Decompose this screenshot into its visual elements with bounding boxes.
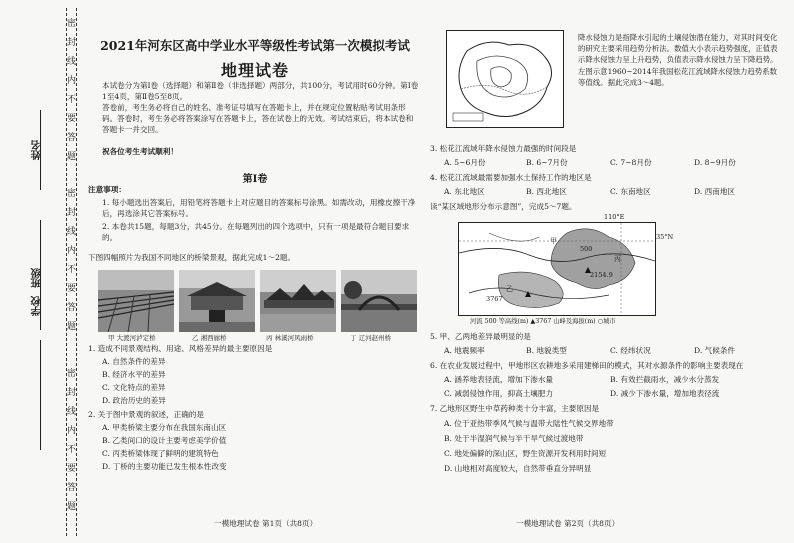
q2-option-a: A. 甲类桥梁主要分布在我国东南山区 [102, 423, 227, 432]
question-4: 4. 松花江流域最需要加强水土保持工作的地区是 [430, 173, 592, 182]
wind-rain-bridge-image [260, 270, 336, 332]
caption-yi: 乙 湘西廊桥 [192, 334, 227, 342]
seal-line-inner [76, 8, 77, 536]
q3-option-d: D. 8~9月份 [694, 158, 736, 167]
seal-char: 内 [67, 426, 77, 436]
wish-text: 祝各位考生考试顺利！ [102, 147, 178, 156]
q5-option-a: A. 地震频率 [444, 346, 485, 355]
page-1-footer: 一模地理试卷 第1页（共8页） [214, 519, 318, 528]
photo-jia [98, 270, 174, 332]
seal-char: 内 [67, 246, 77, 256]
q5-option-c: C. 经纬状况 [610, 346, 651, 355]
q3-option-c: C. 7~8月份 [610, 158, 652, 167]
q6-option-b: B. 有效拦截雨水，减少水分蒸发 [610, 375, 720, 384]
arch-bridge-image [341, 270, 417, 332]
map-longitude: 110°E [604, 213, 625, 221]
q1-option-c: C. 文化特点的差异 [102, 383, 166, 392]
notice-title: 注意事项： [88, 185, 126, 194]
intro-2: 答卷前，考生务必将自己的姓名、准考证号填写在答题卡上，并在规定位置粘贴考试用条形码。答卷时，考生务必将答案涂写在答题卡上，答在试卷上的无效。考试结束后，将本试卷和答题卡一并交回。 [102, 103, 414, 134]
seal-char: 内 [67, 76, 77, 86]
q3-option-b: B. 6~7月份 [526, 158, 568, 167]
intro-1: 本试卷分为第Ⅰ卷（选择题）和第Ⅱ卷（非选择题）两部分，共100分，考试用时60分钟。第Ⅰ卷1至4页，第Ⅱ卷5至8页。 [102, 81, 419, 101]
question-6: 6. 在农业发展过程中，甲地形区农耕地多采用建梯田的模式，其对水源条件的影响主要表现在 [430, 361, 744, 370]
caption-jia: 甲 大渡河泸定桥 [108, 334, 156, 342]
seal-char: 密 [67, 189, 77, 199]
map-label-jia: 甲 [550, 237, 557, 245]
q2-option-c: C. 丙类桥梁体现了鲜明的建筑特色 [102, 449, 219, 458]
school-label: 学校 [32, 296, 43, 316]
question-1: 1. 造成不同景观结构、用途、风格差异的最主要原因是 [88, 344, 273, 353]
seal-char: 要 [67, 284, 77, 294]
seal-char: 不 [67, 95, 77, 105]
seal-char: 要 [67, 464, 77, 474]
seal-char: 题 [67, 502, 77, 512]
q1-option-d: D. 政治历史的差异 [102, 396, 166, 405]
q1-option-a: A. 自然条件的差异 [102, 357, 166, 366]
notice-2: 2. 本卷共15题，每题3分，共45分。在每题列出的四个选项中，只有一项是最符合题目要求的。 [102, 222, 410, 242]
q6-option-a: A. 涵养地表径流，增加下渗水量 [444, 375, 554, 384]
map-legend: 河流 500 等高线(m) ▲3767 山峰及海拔(m) ○城市 [470, 318, 616, 325]
seal-char: 题 [67, 152, 77, 162]
seal-char: 密 [67, 369, 77, 379]
exam-subtitle: 地理试卷 [220, 61, 289, 80]
q7-option-b: B. 处于半湿润气候与半干旱气候过渡地带 [444, 434, 584, 443]
question-7: 7. 乙地形区野生中草药种类十分丰富，主要原因是 [430, 404, 600, 413]
q5-option-b: B. 地貌类型 [526, 346, 567, 355]
chain-bridge-image [98, 270, 174, 332]
covered-bridge-image [179, 270, 255, 332]
seal-char: 答 [67, 483, 77, 493]
exam-title: 2021年河东区高中学业水平等级性考试第一次模拟考试 [100, 38, 410, 53]
q3-option-a: A. 5~6月份 [444, 158, 486, 167]
q4-option-b: B. 西北地区 [526, 187, 567, 196]
seal-char: 线 [67, 57, 77, 67]
question-5: 5. 甲、乙两地差异最明显的是 [430, 332, 531, 341]
page-2 [430, 0, 786, 543]
photo-yi [179, 270, 255, 332]
school-line [40, 340, 41, 450]
question-2: 2. 关于图中景观的叙述，正确的是 [88, 410, 204, 419]
caption-bing: 丙 林溪河风雨桥 [266, 334, 314, 342]
seal-char: 线 [67, 227, 77, 237]
q7-option-d: D. 山地相对高度较大，自然带垂直分异明显 [444, 464, 592, 473]
erosion-map [446, 30, 564, 128]
songhua-contour-map [447, 31, 563, 127]
seal-char: 不 [67, 265, 77, 275]
caption-ding: 丁 辽河赵州桥 [350, 334, 392, 342]
bridge-photos [98, 270, 418, 332]
seal-char: 封 [67, 208, 77, 218]
notice-1: 1. 每小题选出答案后，用铅笔将答题卡上对应题目的答案标号涂黑。如需改动，用橡皮擦干净后，再选涂其它答案标号。 [102, 198, 416, 218]
q5-option-d: D. 气候条件 [694, 346, 736, 355]
q1-option-b: B. 经济水平的差异 [102, 370, 166, 379]
page-1 [88, 0, 422, 543]
map-contour-500: 500 [580, 245, 593, 253]
q7-option-c: C. 地处偏僻的深山区，野生资源开发利用时间短 [444, 449, 607, 458]
seal-char: 封 [67, 38, 77, 48]
seal-char: 要 [67, 114, 77, 124]
seal-char: 答 [67, 133, 77, 143]
section-heading: 第Ⅰ卷 [242, 174, 268, 185]
q4-option-c: C. 东南地区 [610, 187, 651, 196]
photo-ding [341, 270, 417, 332]
map-label-bing: 丙 [614, 255, 621, 263]
q2-option-b: B. 乙类间口的设计主要考虑美学价值 [102, 436, 227, 445]
class-label: 班级 [32, 268, 43, 288]
photo-lead: 下图四幅照片为我国不同地区的桥梁景观，据此完成1～2题。 [88, 253, 296, 262]
q6-option-d: D. 减少下渗水量，增加地表径流 [610, 389, 720, 398]
seal-char: 答 [67, 303, 77, 313]
erosion-paragraph: 降水侵蚀力是指降水引起的土壤侵蚀潜在能力，对其时间变化的研究主要采用趋势分析法。数值大小表示趋势强度，正值表示降水侵蚀力呈上升趋势，负值表示降水侵蚀力呈下降趋势。左图示意1960~2014年我国松花江流域降水侵蚀力趋势系数等值线。据此完成3～4题。 [578, 33, 778, 87]
page-2-footer: 一模地理试卷 第2页（共8页） [516, 519, 620, 528]
seal-char: 题 [67, 322, 77, 332]
q6-option-c: C. 减弱侵蚀作用，抑高土壤肥力 [444, 389, 554, 398]
photo-bing [260, 270, 336, 332]
map-peak-2154: 2154.9 [590, 271, 613, 279]
map-latitude: 35°N [656, 233, 674, 241]
binding-margin [0, 0, 95, 543]
q2-option-d: D. 丁桥的主要功能已发生根本性改变 [102, 462, 227, 471]
seal-char: 封 [67, 388, 77, 398]
question-3: 3. 松花江流域年降水侵蚀力最强的时间段是 [430, 144, 577, 153]
q4-option-d: D. 西南地区 [694, 187, 736, 196]
map-peak-3767: 3767 [486, 295, 503, 303]
seal-char: 密 [67, 19, 77, 29]
map-label-yi: 乙 [506, 285, 513, 293]
q4-option-a: A. 东北地区 [444, 187, 485, 196]
seal-char: 不 [67, 445, 77, 455]
q7-option-a: A. 位于亚热带季风气候与温带大陆性气候交界地带 [444, 419, 614, 428]
seal-char: 线 [67, 407, 77, 417]
name-label: 姓名 [32, 140, 43, 160]
map-lead: 读“某区域地形分布示意图”，完成5～7题。 [430, 202, 577, 211]
